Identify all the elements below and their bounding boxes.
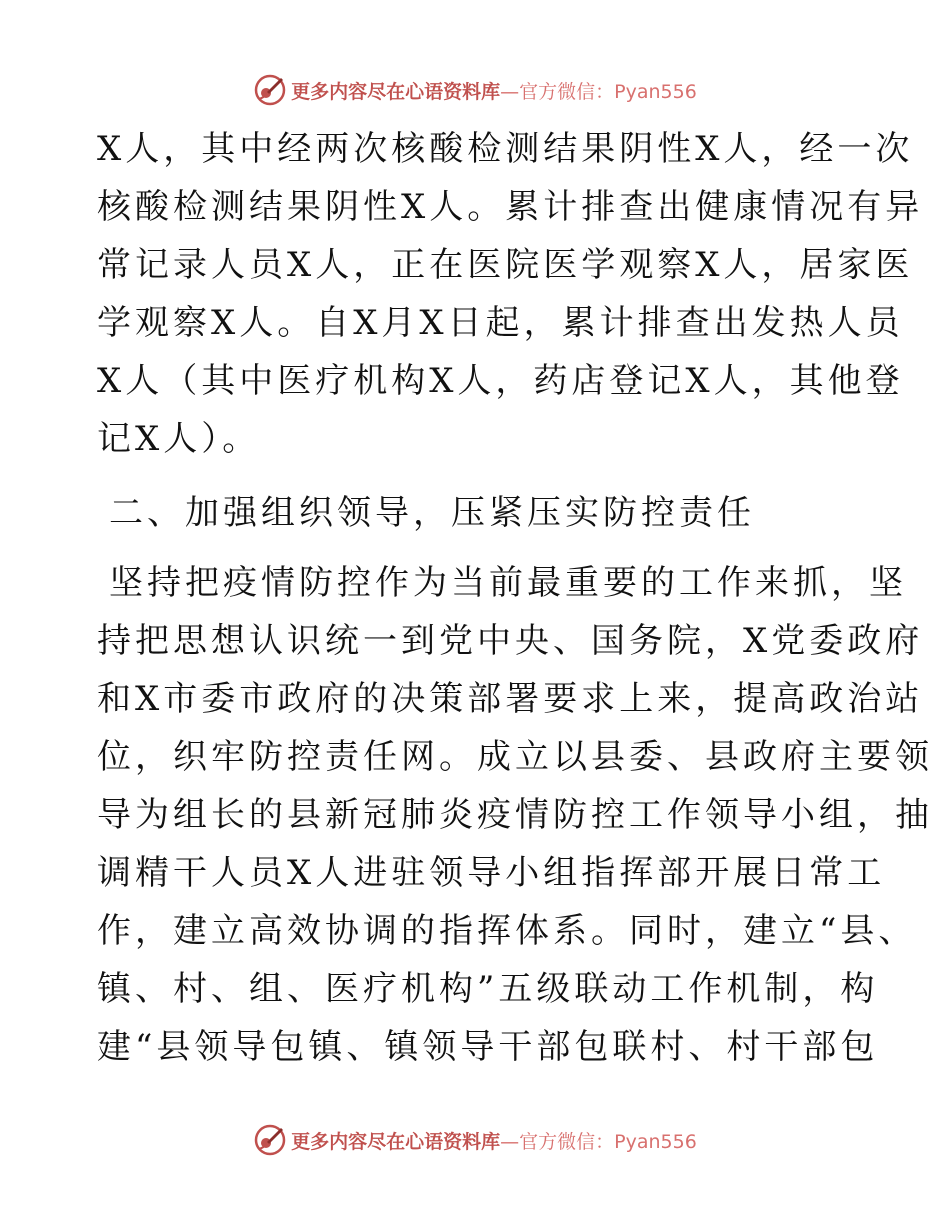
- header-contact: 官方微信：Pyan556: [519, 80, 697, 103]
- text-line: X人，其中经两次核酸检测结果阴性X人，经一次: [97, 129, 914, 169]
- text-line: 持把思想认识统一到党中央、国务院，X党委政府: [97, 621, 924, 661]
- footer-watermark: [0, 1120, 950, 1160]
- footer-brand: 更多内容尽在心语资料库: [291, 1130, 501, 1153]
- text-line: 学观察X人。自X月X日起，累计排查出发热人员: [97, 303, 904, 343]
- paragraph-1: [97, 120, 924, 468]
- footer-contact: 官方微信：Pyan556: [519, 1130, 697, 1153]
- text-line: 位，织牢防控责任网。成立以县委、县政府主要领: [97, 737, 933, 777]
- header-separator: —: [500, 80, 520, 103]
- pen-logo-icon: [253, 73, 287, 107]
- text-line: 和X市委市政府的决策部署要求上来，提高政治站: [97, 679, 924, 719]
- header-watermark-text: [291, 77, 697, 104]
- paragraph-2: [97, 554, 933, 1076]
- text-line: 建“县领导包镇、镇领导干部包联村、村干部包: [97, 1027, 879, 1067]
- text-line: 坚持把疫情防控作为当前最重要的工作来抓，坚: [109, 563, 907, 603]
- text-line: X人（其中医疗机构X人，药店登记X人，其他登: [97, 361, 904, 401]
- text-line: 调精干人员X人进驻领导小组指挥部开展日常工: [97, 853, 886, 893]
- header-watermark: [0, 70, 950, 110]
- text-line: 记X人）。: [97, 419, 261, 459]
- section-heading: 二、加强组织领导，压紧压实防控责任: [109, 493, 755, 533]
- text-line: 作，建立高效协调的指挥体系。同时，建立“县、: [97, 911, 917, 951]
- text-line: 导为组长的县新冠肺炎疫情防控工作领导小组，抽: [97, 795, 933, 835]
- document-body: [97, 120, 933, 1076]
- header-brand: 更多内容尽在心语资料库: [291, 80, 501, 103]
- text-line: 核酸检测结果阴性X人。累计排查出健康情况有异: [97, 187, 924, 227]
- footer-separator: —: [500, 1130, 520, 1153]
- footer-watermark-text: [291, 1127, 697, 1154]
- text-line: 镇、村、组、医疗机构”五级联动工作机制，构: [97, 969, 879, 1009]
- text-line: 常记录人员X人，正在医院医学观察X人，居家医: [97, 245, 914, 285]
- pen-logo-icon: [253, 1123, 287, 1157]
